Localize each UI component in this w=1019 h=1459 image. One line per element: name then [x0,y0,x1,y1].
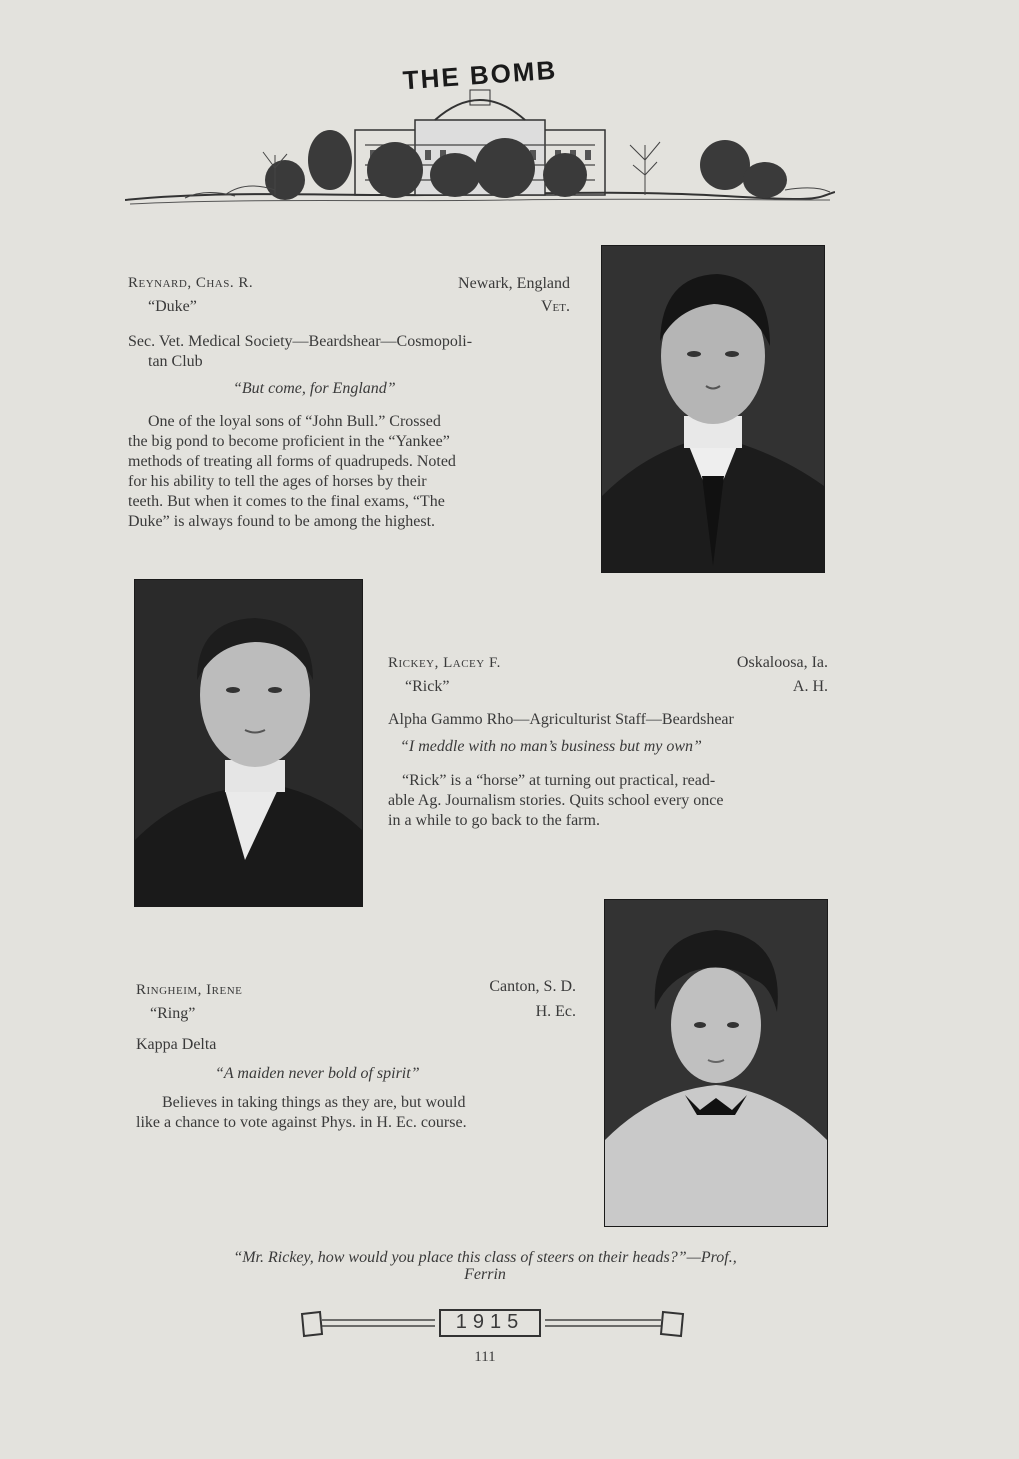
page-number: 111 [474,1349,496,1365]
portrait-photo [134,579,363,907]
entry-name: Ringheim, Irene [136,982,243,998]
entry-hometown: Canton, S. D. [489,978,576,995]
bio-line: Believes in taking things as they are, but would [162,1094,466,1111]
bio-line: in a while to go back to the farm. [388,812,600,829]
campus-illustration [125,50,835,210]
year-label: 1915 [455,1311,525,1333]
footer-quote-line: “Mr. Rickey, how would you place this class of steers on their heads?”—Prof., [233,1249,737,1266]
bio-line: methods of treating all forms of quadrupeds. Noted [128,453,456,470]
header-banner [125,50,835,210]
footer-quote-attribution: Ferrin [464,1266,506,1283]
entry-nickname: “Ring” [150,1005,196,1022]
entry-quote: “A maiden never bold of spirit” [215,1065,420,1082]
entry-name: Reynard, Chas. R. [128,275,254,291]
bio-line: like a chance to vote against Phys. in H. Ec. course. [136,1114,467,1131]
portrait-photo [601,245,825,573]
bio-line: the big pond to become proficient in the “Yankee” [128,433,450,450]
bio-line: One of the loyal sons of “John Bull.” Crossed [148,413,441,430]
entry-course: A. H. [792,678,828,695]
bio-line: “Rick” is a “horse” at turning out practical, read- [402,772,716,789]
bio-line: able Ag. Journalism stories. Quits school every once [388,792,724,809]
entry-bio [388,771,828,831]
entry-name: Rickey, Lacey F. [388,655,501,671]
entry-course: H. Ec. [535,1003,576,1020]
entry-nickname: “Rick” [405,678,450,695]
year-ornament [300,1306,685,1340]
portrait-photo [604,899,828,1227]
entry-nickname: “Duke” [148,298,197,315]
entry-hometown: Newark, England [458,275,570,292]
entry-quote: “I meddle with no man’s business but my own” [400,738,702,755]
entry-activities: Alpha Gammo Rho—Agriculturist Staff—Beardshear [388,711,734,728]
entry-bio [128,412,572,532]
entry-hometown: Oskaloosa, Ia. [736,654,828,671]
entry-activities: Sec. Vet. Medical Society—Beardshear—Cosmopoli- [128,333,473,350]
bio-line: Duke” is always found to be among the highest. [128,513,436,530]
bio-line: for his ability to tell the ages of horses by their [128,473,427,490]
header-title: THE BOMB [401,54,559,96]
entry-course: Vet. [541,298,570,315]
entry-quote: “But come, for England” [233,380,396,397]
entry-bio [136,1093,576,1133]
entry-activities-cont: tan Club [148,353,203,370]
footer-quote [130,1249,840,1283]
bio-line: teeth. But when it comes to the final exams, “The [128,493,445,510]
entry-activities: Kappa Delta [136,1036,217,1053]
